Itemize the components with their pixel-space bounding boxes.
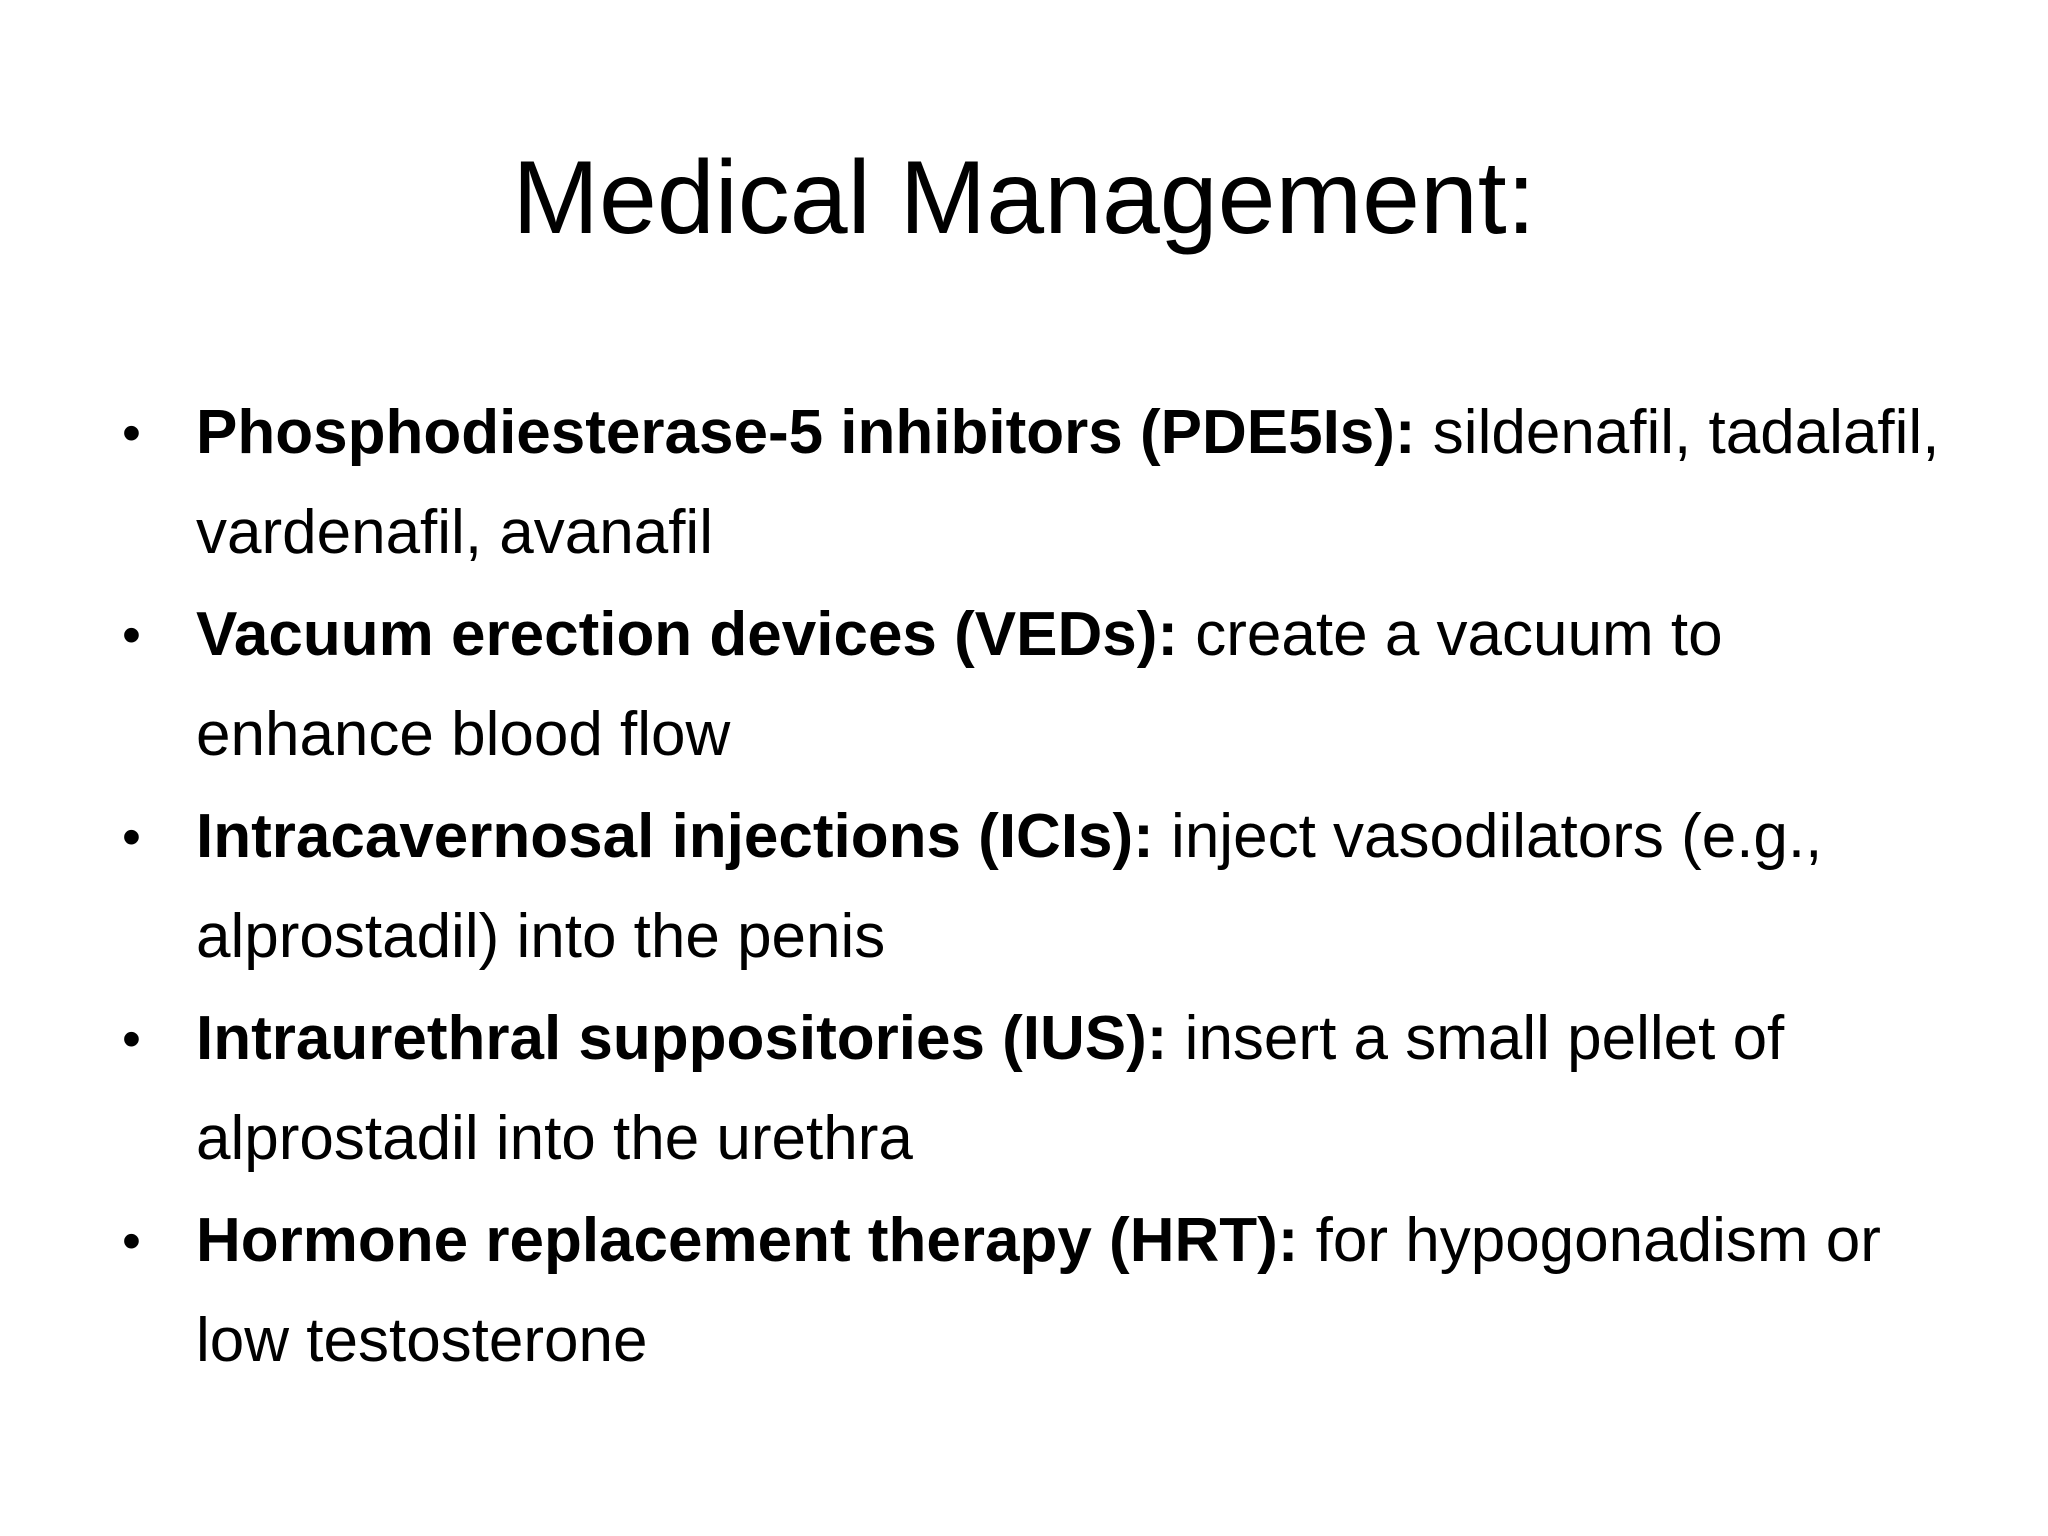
bullet-text: create a vacuum to enhance blood flow <box>196 600 1723 769</box>
bullet-icon: • <box>122 1009 141 1069</box>
bullet-item-icis <box>122 787 1952 987</box>
bullet-term: Vacuum erection devices (VEDs): <box>196 600 1179 669</box>
bullet-item-ius <box>122 989 1952 1189</box>
bullet-text: insert a small pellet of alprostadil into the urethra <box>196 1004 1785 1173</box>
bullet-term: Intraurethral suppositories (IUS): <box>196 1004 1168 1073</box>
bullet-term: Hormone replacement therapy (HRT): <box>196 1206 1299 1275</box>
bullet-icon: • <box>122 807 141 867</box>
bullet-icon: • <box>122 605 141 665</box>
bullet-list <box>122 383 1952 1393</box>
bullet-item-pde5is <box>122 383 1952 583</box>
bullet-text: inject vasodilators (e.g., alprostadil) into the penis <box>196 802 1823 971</box>
bullet-text: for hypogonadism or low testosterone <box>196 1206 1881 1375</box>
bullet-item-hrt <box>122 1191 1952 1391</box>
bullet-term: Intracavernosal injections (ICIs): <box>196 802 1154 871</box>
bullet-term: Phosphodiesterase-5 inhibitors (PDE5Is): <box>196 398 1416 467</box>
bullet-icon: • <box>122 403 141 463</box>
bullet-item-veds <box>122 585 1952 785</box>
bullet-text: sildenafil, tadalafil, vardenafil, avanafil <box>196 398 1940 567</box>
bullet-icon: • <box>122 1211 141 1271</box>
slide-title: Medical Management: <box>512 140 1536 256</box>
